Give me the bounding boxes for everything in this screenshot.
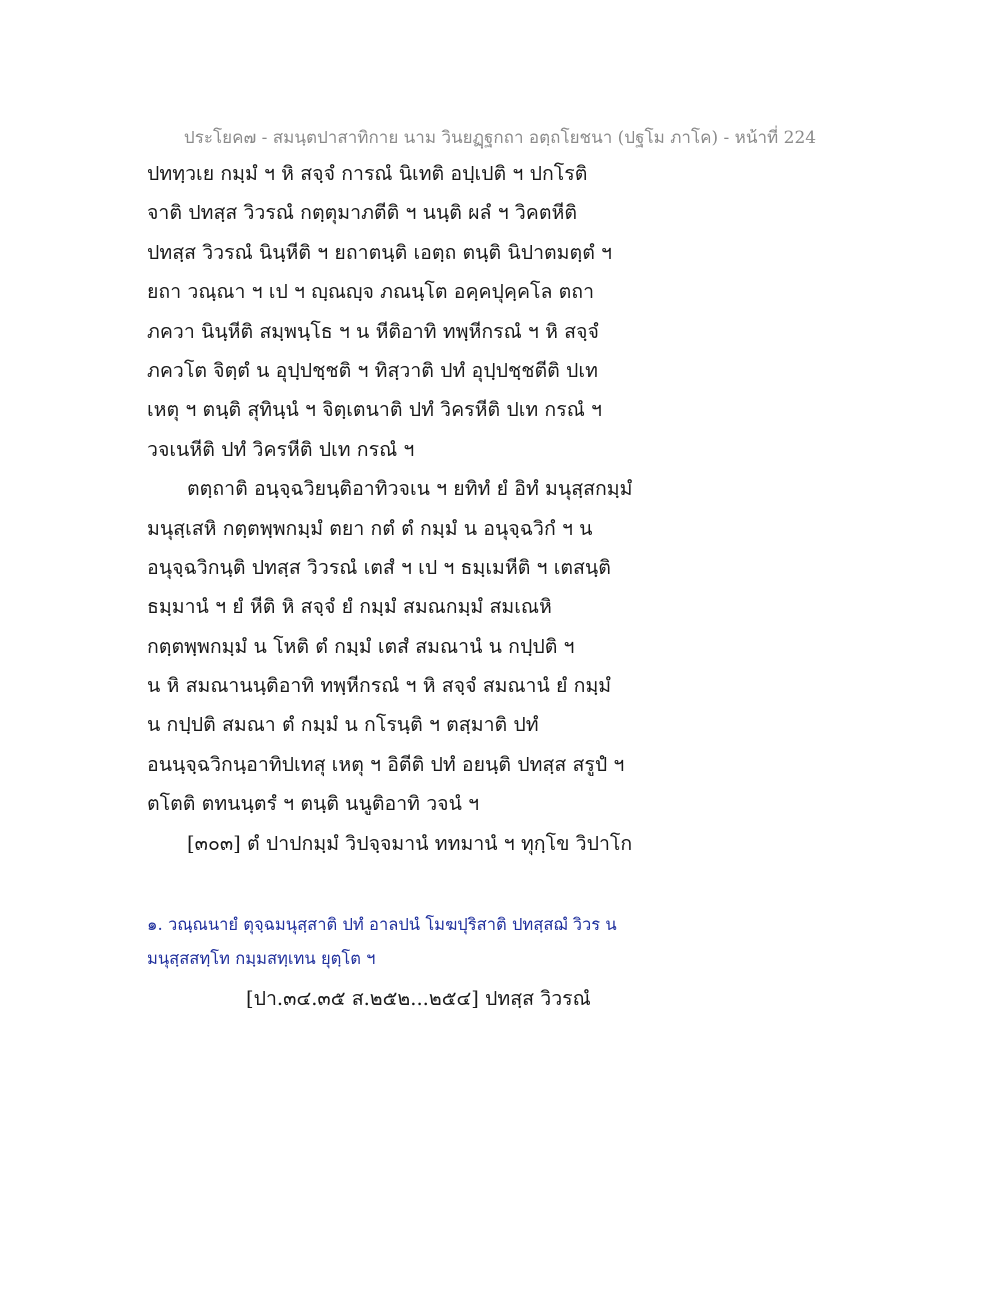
footnote (147, 912, 867, 980)
body-line: อนนฺจฺฉวิกนฺอาทิปเทสุ เหตุ ฯ อิตีติ ปทํ อยนฺติ ปทสฺส สรูปํ ฯ (147, 752, 625, 776)
body-line: ปทสฺส วิวรณํ นินฺหีติ ฯ ยถาตนฺติ เอตฺถ ตนฺติ นิปาตมตฺตํ ฯ (147, 240, 613, 264)
body-line: ตตฺถาติ อนฺจฺฉวิยนฺติอาทิวจเน ฯ ยทิทํ ยํ อิทํ มนุสฺสกมฺมํ (187, 477, 633, 501)
body-line: จาติ ปทสฺส วิวรณํ กตฺตุมาภตีติ ฯ นนฺติ ผลํ ฯ วิคตหีติ (147, 201, 578, 225)
footnote-line: ๑. วณฺณนายํ ตุจฺฉมนุสฺสาติ ปทํ อาลปนํ โมฆปุริสาติ ปทสฺสฌํ วิวร น (147, 915, 617, 934)
body-line: ภควา นินฺหีติ สมฺพนฺโธ ฯ น หีติอาทิ ทพฺหีกรณํ ฯ หิ สจฺจํ (147, 319, 599, 343)
body-line: เหตุ ฯ ตนฺติ สุทินฺนํ ฯ จิตฺเตนาติ ปทํ วิครหีติ ปเท กรณํ ฯ (147, 398, 602, 422)
body-line: ปททฺวเย กมฺมํ ฯ หิ สจฺจํ การณํ นิเทติ อปฺเปติ ฯ ปกโรติ (147, 162, 588, 185)
body-line: ภควโต จิตฺตํ น อุปฺปชฺชติ ฯ ทิสฺวาติ ปทํ อุปฺปชฺชตีติ ปเท (147, 358, 598, 382)
body-line: กตฺตพฺพกมฺมํ น โหติ ตํ กมฺมํ เตสํ สมณานํ น กปฺปติ ฯ (147, 634, 575, 658)
body-line: น หิ สมณานนฺติอาทิ ทพฺหีกรณํ ฯ หิ สจฺจํ สมณานํ ยํ กมฺมํ (147, 674, 612, 698)
body-line: อนุจฺฉวิกนฺติ ปทสฺส วิวรณํ เตสํ ฯ เป ฯ ธมฺเมหีติ ฯ เตสนฺติ (147, 555, 611, 579)
footnote-line: มนุสฺสสทฺโท กมฺมสทฺเทน ยุตฺโต ฯ (147, 949, 376, 968)
body-line: [๓๐๓] ตํ ปาปกมฺมํ วิปจฺจมานํ ททมานํ ฯ ทุกฺโข วิปาโก (187, 831, 633, 855)
reference-line: [ปา.๓๔.๓๕ ส.๒๕๒...๒๕๔] ปทสฺส วิวรณํ (246, 987, 591, 1010)
body-line: ยถา วณฺณา ฯ เป ฯ ญฺณญฺจ ภณนฺโต อคฺคปุคฺคโล ตถา (147, 280, 595, 304)
body-line: ตโตติ ตทนนฺตรํ ฯ ตนฺติ นนูติอาทิ วจนํ ฯ (147, 792, 480, 816)
page-header: ประโยค๗ - สมนฺตปาสาทิกาย นาม วินยฏฺฐกถา อตฺถโยชนา (ปฐโม ภาโค) - หน้าที่ 224 (183, 128, 817, 148)
body-line: ธมฺมานํ ฯ ยํ หีติ หิ สจฺจํ ยํ กมฺมํ สมณกมฺมํ สมเณหิ (147, 595, 552, 619)
body-line: มนุสฺเสหิ กตฺตพฺพกมฺมํ ตยา กตํ ตํ กมฺมํ น อนุจฺฉวิกํ ฯ น (147, 516, 593, 540)
body-line: วจเนหีติ ปทํ วิครหีติ ปเท กรณํ ฯ (147, 437, 415, 461)
body-line: น กปฺปติ สมณา ตํ กมฺมํ น กโรนฺติ ฯ ตสฺมาติ ปทํ (147, 713, 539, 737)
body-text (147, 160, 867, 869)
